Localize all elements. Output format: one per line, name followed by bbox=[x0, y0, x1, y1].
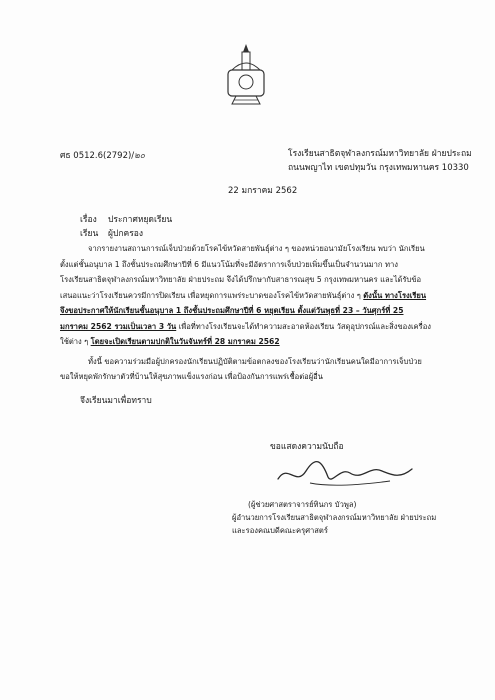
body-paragraph-2: ทั้งนี้ ขอความร่วมมือผู้ปกครองนักเรียนปฏิบัติตามข้อตกลงของโรงเรียนว่านักเรียนคนใดมีอาการเจ็บป่วย ขอให้หยุดพักรักษาตัวที่บ้านให้สุขภาพแข็งแรงก่อน เพื่อป้องกันการแพร่เชื้อต่อผู้อื่น bbox=[60, 356, 422, 381]
sender-address bbox=[288, 147, 488, 175]
subject-label: เรื่อง bbox=[80, 215, 97, 225]
document-number bbox=[60, 148, 145, 162]
document-number-prefix: ศธ 0512.6(2792)/ bbox=[60, 151, 135, 161]
sender-line: โรงเรียนสาธิตจุฬาลงกรณ์มหาวิทยาลัย ฝ่ายประถม bbox=[288, 149, 472, 159]
signer-title: และรองคณบดีคณะครุศาสตร์ bbox=[232, 526, 328, 535]
recipient-label: เรียน bbox=[80, 229, 99, 239]
body-paragraph-1 bbox=[60, 241, 432, 350]
subject-row bbox=[80, 212, 172, 226]
body-text: เพื่อที่ทางโรงเรียนจะได้ทำความสะอาดห้องเรียน วัสดุอุปกรณ์และสิ่งของเครื่องใช้ต่าง ๆ bbox=[60, 321, 431, 346]
handwritten-signature bbox=[270, 457, 420, 491]
document-number-handwritten: ๒๐ bbox=[134, 151, 145, 161]
subject-value: ประกาศหยุดเรียน bbox=[108, 215, 173, 225]
recipient-value: ผู้ปกครอง bbox=[108, 229, 144, 239]
signer-name: (ผู้ช่วยศาสตราจารย์ทินกร บัวพูล) bbox=[248, 500, 357, 509]
body-emphasis-reopen: โดยจะเปิดเรียนตามปกติในวันจันทร์ที่ 28 มกราคม 2562 bbox=[90, 337, 280, 346]
closing-line: จึงเรียนมาเพื่อทราบ bbox=[80, 396, 152, 406]
signer-title: ผู้อำนวยการโรงเรียนสาธิตจุฬาลงกรณ์มหาวิทยาลัย ฝ่ายประถม bbox=[232, 513, 437, 522]
signature-block bbox=[232, 498, 472, 537]
sender-line: ถนนพญาไท เขตปทุมวัน กรุงเทพมหานคร 10330 bbox=[288, 163, 469, 173]
body-emphasis-closure: ดังนั้น ทางโรงเรียนจึงขอประกาศให้นักเรียนชั้นอนุบาล 1 ถึงชั้นประถมศึกษาปีที่ 6 หยุดเรียน ตั้งแต่วันพุธที่ 23 – วันศุกร์ที่ 25 มกราคม 2562 รวมเป็นเวลา 3 วัน bbox=[60, 290, 427, 331]
letter-body bbox=[60, 241, 432, 385]
recipient-row bbox=[80, 226, 143, 240]
body-text: จากรายงานสถานการณ์เจ็บป่วยด้วยโรคไข้หวัดสายพันธุ์ต่าง ๆ ของหน่วยอนามัยโรงเรียน พบว่า นักเรียนตั้งแต่ชั้นอนุบาล 1 ถึงชั้นประถมศึกษาปีที่ 6 มีแนวโน้มที่จะมีอัตราการเจ็บป่วยเพิ่มขึ้นเป็นจำนวนมาก ทางโรงเรียนสาธิตจุฬาลงกรณ์มหาวิทยาลัย ฝ่ายประถม จึงได้ปรึกษากับสาธารณสุข 5 กรุงเทพมหานคร และได้รับข้อเสนอแนะว่าโรงเรียนควรมีการปิดเรียน เพื่อหยุดการแพร่ระบาดของโรคไข้หวัดสายพันธุ์ต่าง ๆ bbox=[60, 244, 425, 300]
school-emblem-icon bbox=[222, 42, 270, 108]
regards-line: ขอแสดงความนับถือ bbox=[270, 442, 344, 452]
letter-date: 22 มกราคม 2562 bbox=[228, 186, 298, 196]
